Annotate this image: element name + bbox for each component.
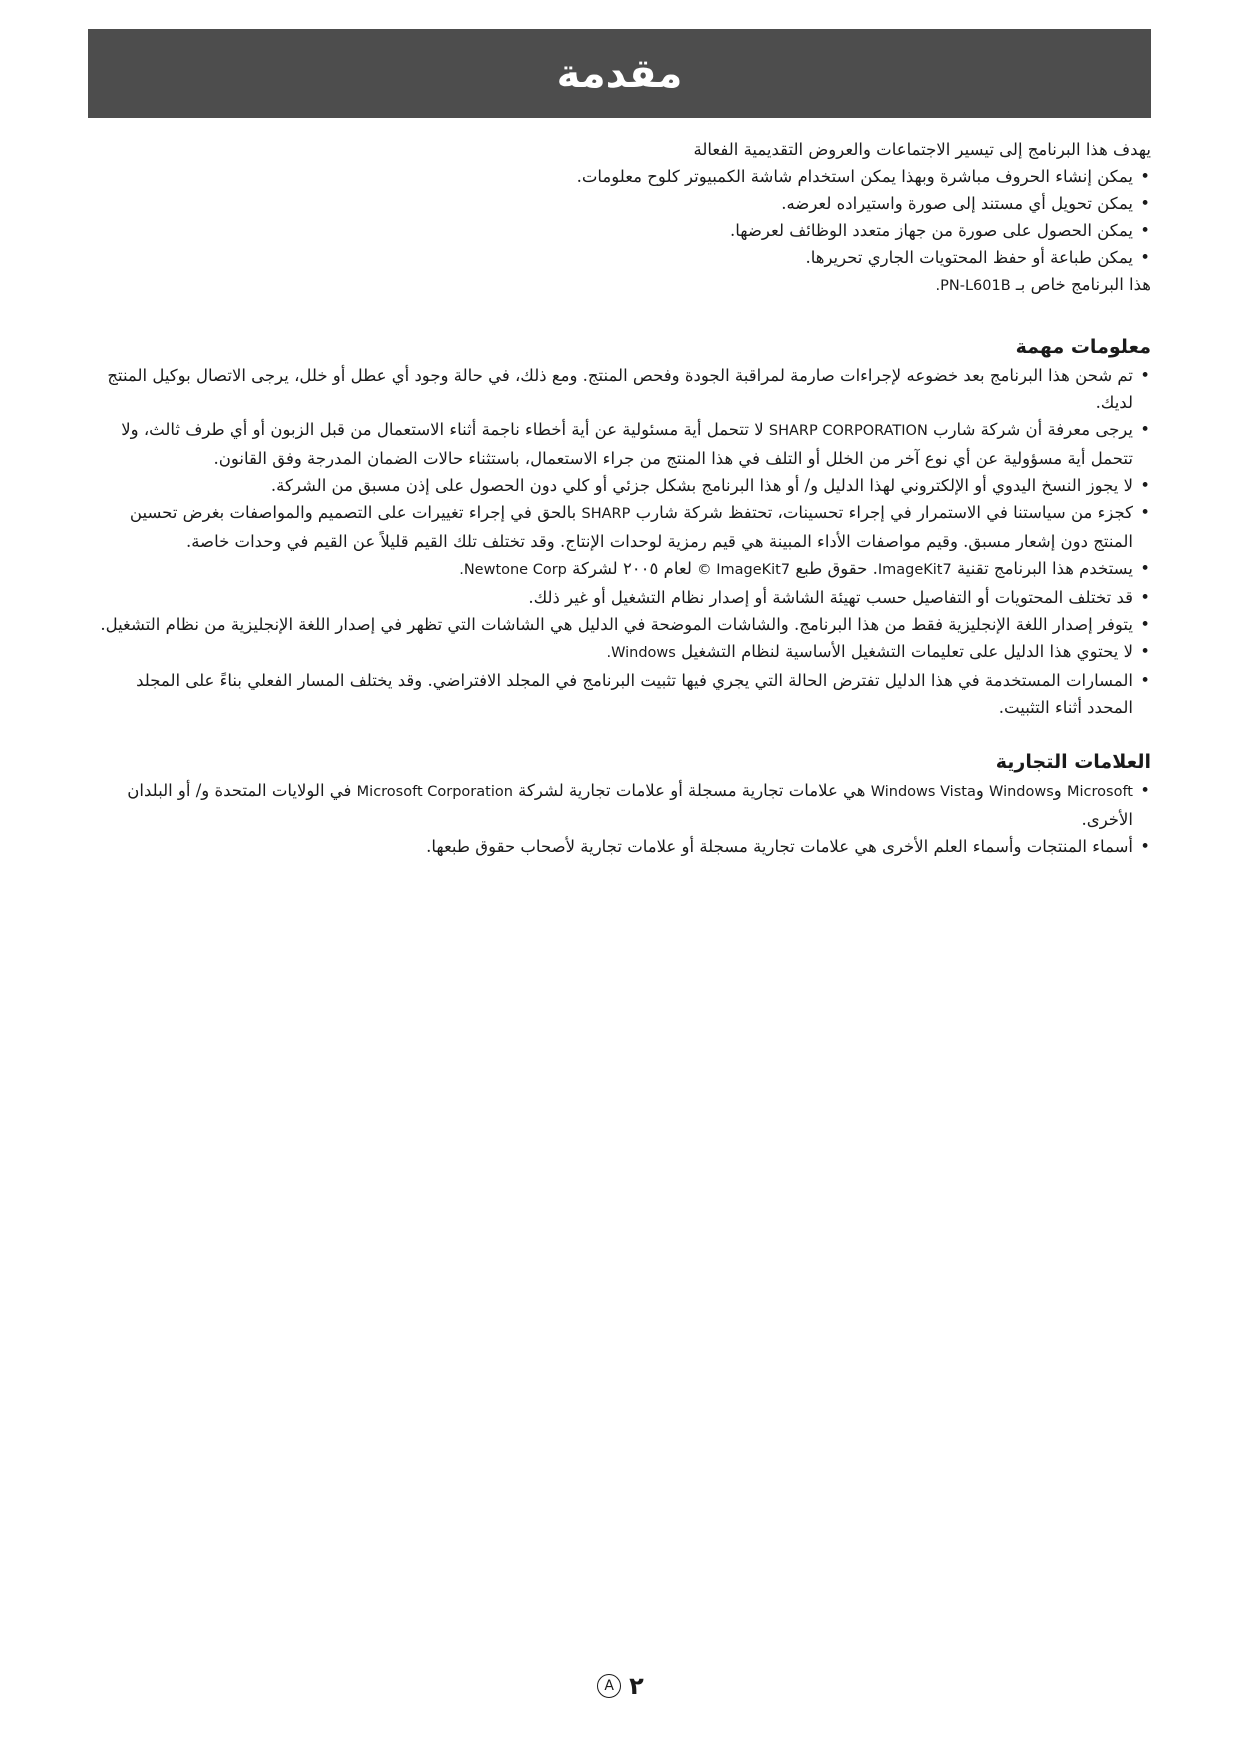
- list-item-text: في الولايات المتحدة و/ أو البلدان الأخرى.: [127, 781, 1133, 829]
- bullet-icon: •: [1140, 503, 1150, 522]
- list-item: [91, 217, 1151, 244]
- list-item-text: المسارات المستخدمة في هذا الدليل تفترض الحالة التي يجري فيها تثبيت البرنامج في المجلد الافتراضي. وقد يختلف المسار الفعلي بناءً على المجلد المحدد أثناء التثبيت.: [136, 671, 1133, 717]
- list-item-text: يتوفر إصدار اللغة الإنجليزية فقط من هذا البرنامج. والشاشات الموضحة في الدليل هي الشاشات التي تظهر في إصدار اللغة الإنجليزية من نظام التشغيل.: [100, 615, 1133, 634]
- bullet-icon: •: [1140, 588, 1150, 607]
- os-name: Windows.: [606, 645, 676, 661]
- list-item: [91, 611, 1151, 638]
- bullet-icon: •: [1140, 781, 1150, 800]
- trademarks-heading: العلامات التجارية: [995, 751, 1151, 773]
- list-item-text: بالحق في إجراء تغييرات على التصميم والمواصفات بغرض تحسين المنتج دون إشعار مسبق. وقيم مواصفات الأداء المبينة هي قيم رمزية لوحدات الإنتاج. وقد تختلف تلك القيم قليلاً عن القيم في وحدات خاصة.: [129, 503, 1133, 551]
- list-item-text: تم شحن هذا البرنامج بعد خضوعه لإجراءات صارمة لمراقبة الجودة وفحص المنتج. ومع ذلك، في حالة وجود أي عطل أو خلل، يرجى الاتصال بوكيل المنتج لديك.: [107, 366, 1133, 412]
- trademarks-section: [91, 747, 1151, 860]
- important-info-section: [91, 332, 1151, 721]
- bullet-icon: •: [1140, 671, 1150, 690]
- important-info-heading: معلومات مهمة: [1015, 336, 1151, 358]
- list-item: [91, 362, 1151, 416]
- brand-name: Microsoft: [1067, 784, 1133, 800]
- bullet-icon: •: [1140, 476, 1150, 495]
- list-item-text: هي علامات تجارية مسجلة أو علامات تجارية لشركة: [512, 781, 871, 800]
- list-item-text: . حقوق طبع: [790, 559, 878, 578]
- tech-name: ImageKit7: [877, 562, 952, 578]
- list-item-text: قد تختلف المحتويات أو التفاصيل حسب تهيئة الشاشة أو إصدار نظام التشغيل أو غير ذلك.: [528, 588, 1133, 607]
- language-badge-icon: A: [597, 1674, 621, 1698]
- intro-section: [91, 136, 1151, 300]
- list-item: [91, 777, 1151, 833]
- model-note-prefix: هذا البرنامج خاص بـ: [1010, 275, 1151, 294]
- title-bar: [88, 29, 1151, 118]
- company-name: Newtone Corp.: [459, 562, 567, 578]
- intro-lead: يهدف هذا البرنامج إلى تيسير الاجتماعات والعروض التقديمية الفعالة: [693, 140, 1151, 159]
- list-item-text: أسماء المنتجات وأسماء العلم الأخرى هي علامات تجارية مسجلة أو علامات تجارية لأصحاب حقوق طبعها.: [426, 837, 1133, 856]
- main-content: [91, 136, 1151, 860]
- list-item-text: يمكن الحصول على صورة من جهاز متعدد الوظائف لعرضها.: [730, 221, 1133, 240]
- bullet-icon: •: [1140, 559, 1150, 578]
- bullet-icon: •: [1140, 420, 1150, 439]
- list-item-text: يمكن طباعة أو حفظ المحتويات الجاري تحريرها.: [805, 248, 1133, 267]
- brand-name: Windows Vista: [870, 784, 976, 800]
- model-name: PN-L601B.: [935, 278, 1011, 294]
- page-number: ٢: [629, 1672, 644, 1700]
- bullet-icon: •: [1140, 248, 1150, 267]
- list-item: [91, 190, 1151, 217]
- list-item-text: لا يجوز النسخ اليدوي أو الإلكتروني لهذا الدليل و/ أو هذا البرنامج بشكل جزئي أو كلي دون الحصول على إذن مسبق من الشركة.: [270, 476, 1133, 495]
- bullet-icon: •: [1140, 642, 1150, 661]
- bullet-icon: •: [1140, 837, 1150, 856]
- bullet-icon: •: [1140, 366, 1150, 385]
- list-item: [91, 833, 1151, 860]
- list-item-text: لا تتحمل أية مسئولية عن أية أخطاء ناجمة أثناء الاستعمال من قبل الزبون أو أي طرف ثالث، ولا تتحمل أية مسؤولية عن أي نوع آخر من الخلل أو التلف في هذا المنتج من جراء الاستعمال، باستثناء حالات الضمان المدرجة وفق القانون.: [121, 420, 1133, 468]
- list-item: [91, 584, 1151, 611]
- list-item-text: كجزء من سياستنا في الاستمرار في إجراء تحسينات، تحتفظ شركة شارب: [630, 503, 1133, 522]
- list-item: [91, 163, 1151, 190]
- list-item: [91, 416, 1151, 472]
- bullet-icon: •: [1140, 221, 1150, 240]
- intro-list: [91, 163, 1151, 271]
- list-item-text: لا يحتوي هذا الدليل على تعليمات التشغيل الأساسية لنظام التشغيل: [675, 642, 1133, 661]
- list-item: [91, 244, 1151, 271]
- list-item: [91, 667, 1151, 721]
- list-item-text: يمكن تحويل أي مستند إلى صورة واستيراده لعرضه.: [781, 194, 1133, 213]
- copyright-mark: ImageKit7 ©: [697, 562, 791, 578]
- list-item-text: و: [1053, 781, 1067, 800]
- model-note: [91, 271, 1151, 300]
- trademarks-list: [91, 777, 1151, 860]
- list-item-text: لعام ٢٠٠٥ لشركة: [566, 559, 698, 578]
- list-item: [91, 472, 1151, 499]
- list-item-text: يستخدم هذا البرنامج تقنية: [951, 559, 1133, 578]
- list-item: [91, 638, 1151, 667]
- bullet-icon: •: [1140, 615, 1150, 634]
- list-item: [91, 499, 1151, 555]
- brand-name: SHARP: [581, 506, 631, 522]
- list-item: [91, 555, 1151, 584]
- list-item-text: يرجى معرفة أن شركة شارب: [927, 420, 1133, 439]
- important-info-list: [91, 362, 1151, 721]
- bullet-icon: •: [1140, 167, 1150, 186]
- company-name: Microsoft Corporation: [356, 784, 513, 800]
- bullet-icon: •: [1140, 194, 1150, 213]
- brand-name: SHARP CORPORATION: [768, 423, 928, 439]
- page-footer: [0, 1672, 1241, 1700]
- page-title: مقدمة: [556, 50, 683, 97]
- list-item-text: و: [975, 781, 990, 800]
- list-item-text: يمكن إنشاء الحروف مباشرة وبهذا يمكن استخدام شاشة الكمبيوتر كلوح معلومات.: [576, 167, 1133, 186]
- brand-name: Windows: [989, 784, 1054, 800]
